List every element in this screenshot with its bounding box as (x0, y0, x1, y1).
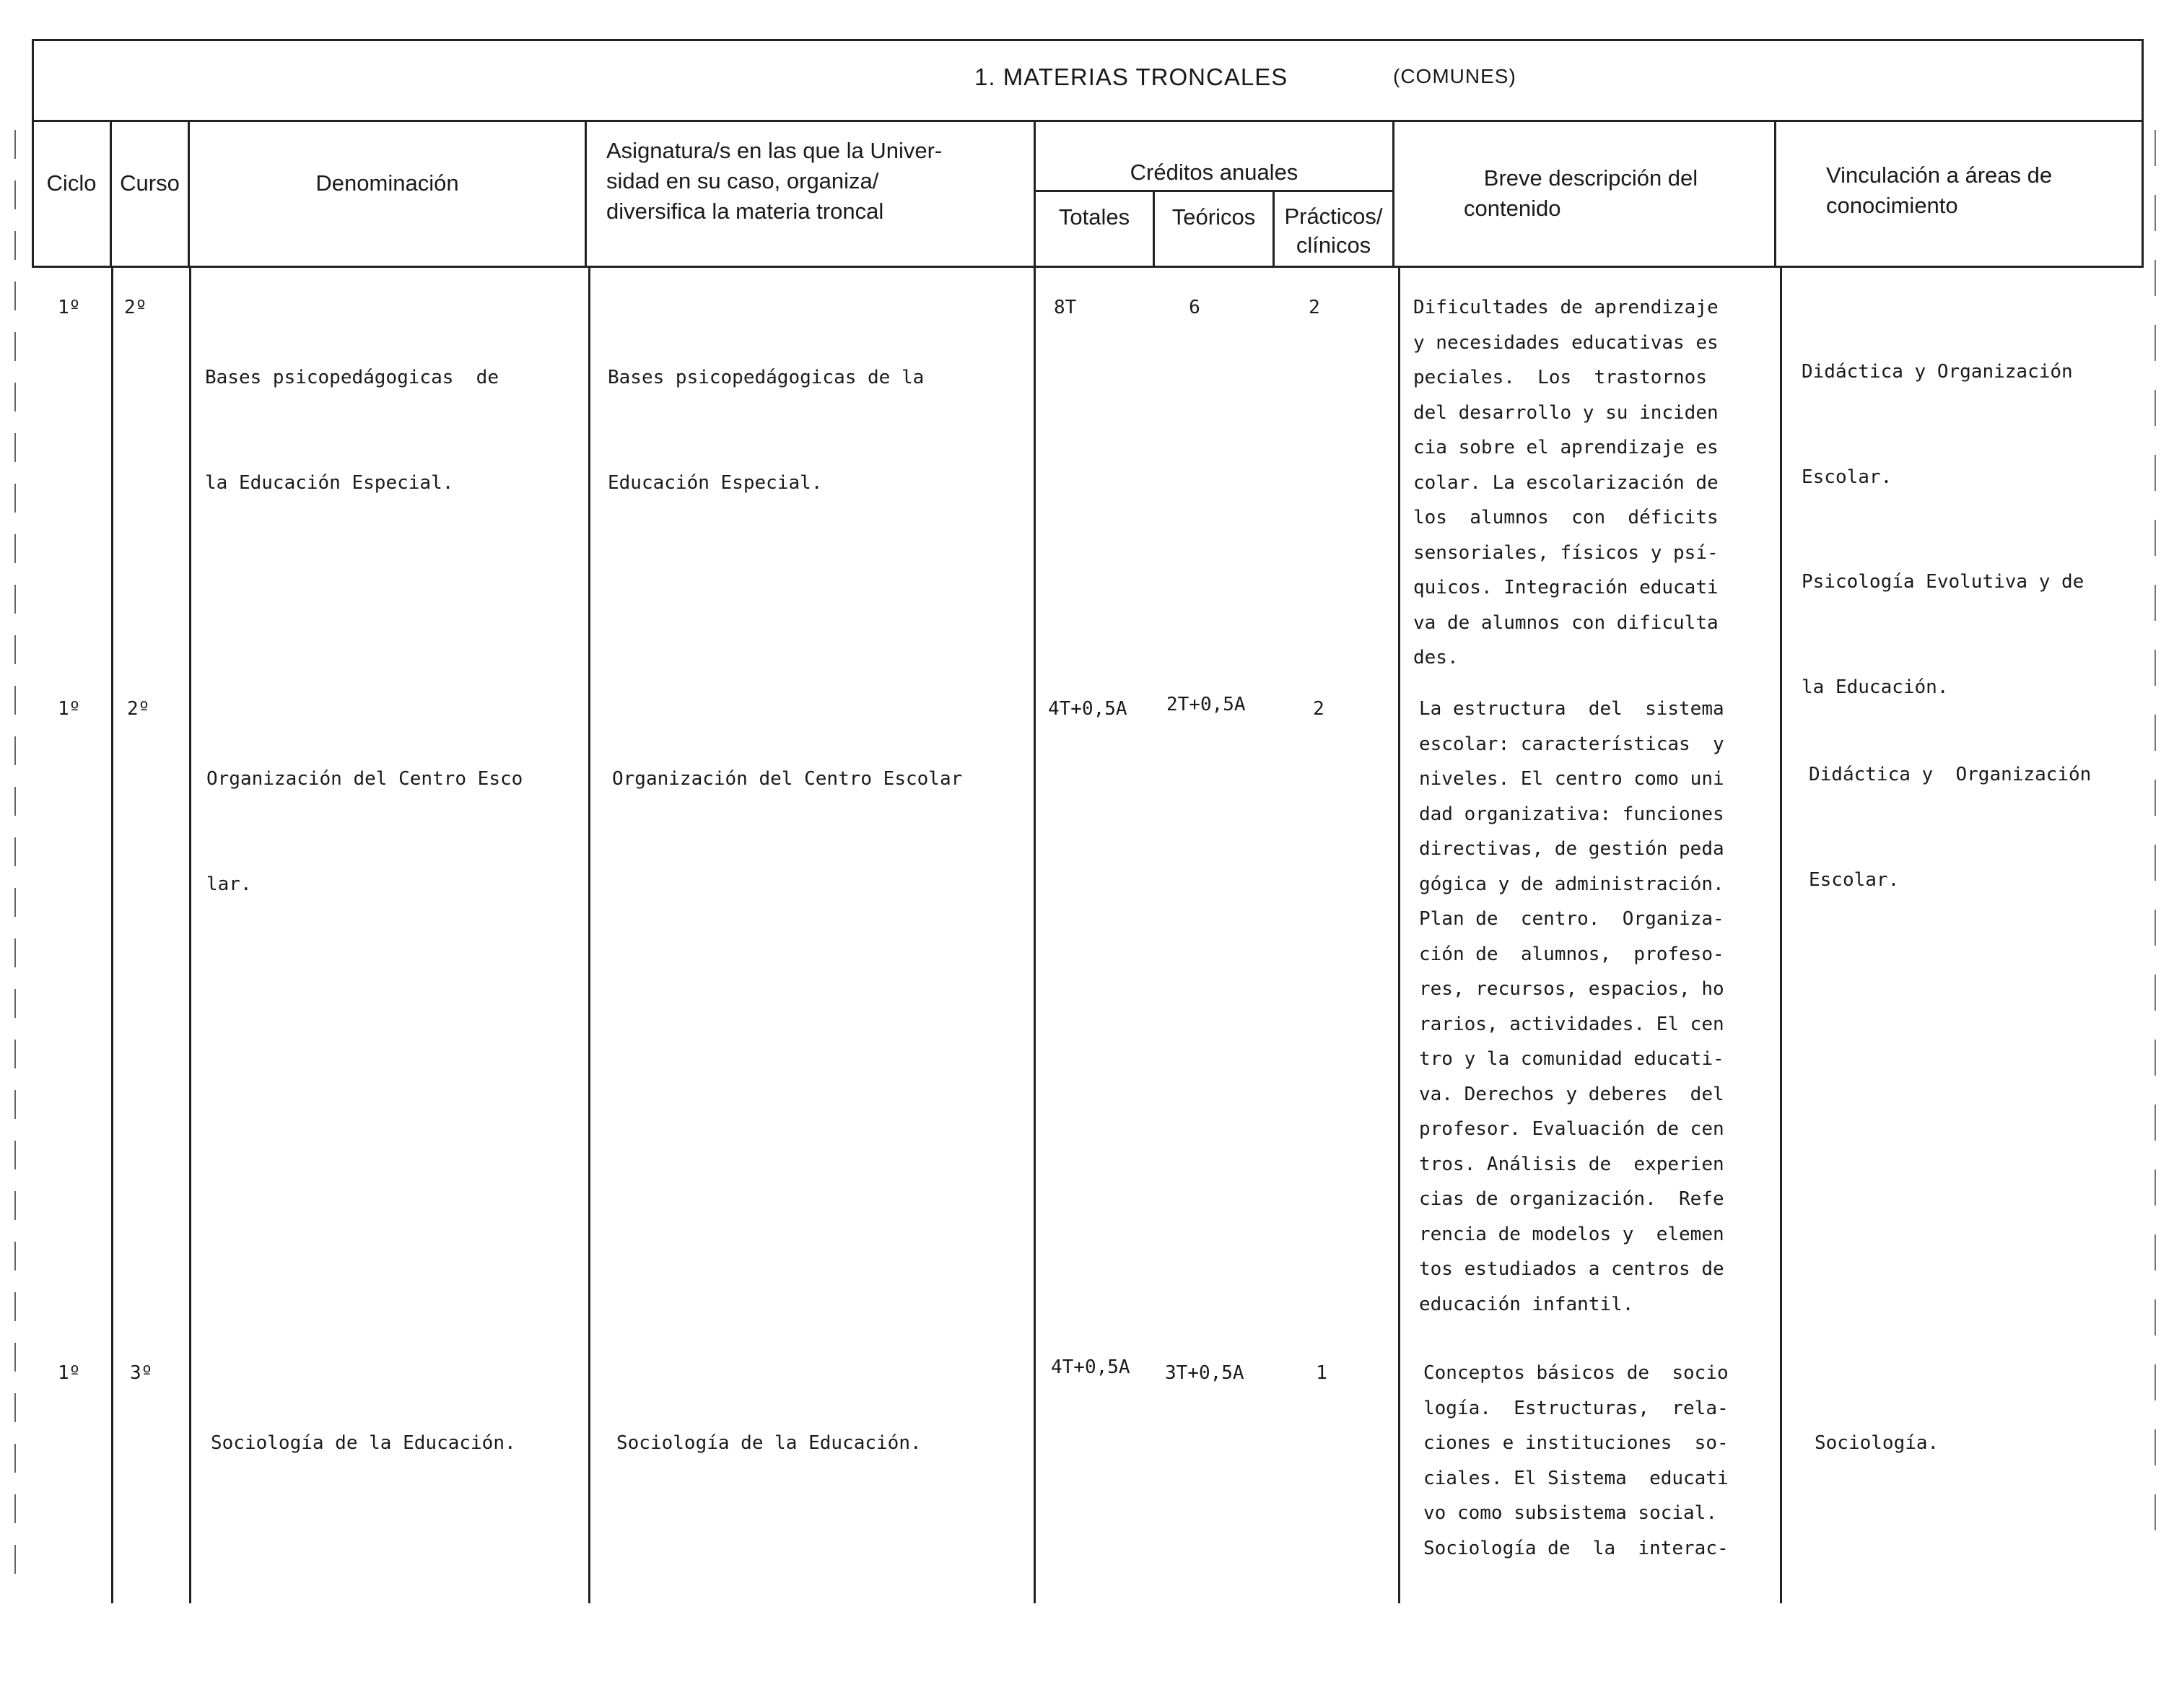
row1-teoricos: 6 (1189, 297, 1200, 318)
row3-asignatura (616, 1356, 922, 1531)
row1-desc-line-3: peciales. Los trastornos (1413, 367, 1707, 388)
row1-vinc-line-4: la Educación. (1802, 676, 1949, 698)
rule-below-title (32, 120, 2144, 122)
page-title: 1. MATERIAS TRONCALES (974, 64, 1288, 90)
row2-desc-line-17: tos estudiados a centros de (1419, 1258, 1724, 1280)
row2-asignatura (612, 692, 962, 867)
header-asignatura (606, 136, 1032, 227)
row1-desc-line-9: quicos. Integración educati (1413, 577, 1719, 598)
row1-desc-line-10: va de alumnos con dificulta (1413, 611, 1719, 634)
row1-denominacion (205, 290, 499, 570)
row2-desc-line-10: rarios, actividades. El cen (1419, 1013, 1724, 1035)
row1-desc-line-7: los alumnos con déficits (1413, 507, 1719, 528)
row2-practicos: 2 (1313, 698, 1324, 720)
row2-desc-line-2: escolar: características y (1419, 733, 1724, 755)
page-subtitle: (COMUNES) (1393, 65, 1516, 87)
row3-desc-line-4: ciales. El Sistema educati (1423, 1467, 1729, 1489)
row2-totales: 4T+0,5A (1048, 698, 1127, 720)
header-asignatura-line-3: diversifica la materia troncal (606, 199, 884, 224)
row3-practicos: 1 (1316, 1362, 1327, 1384)
row2-denominacion-line-2: lar. (206, 873, 252, 895)
header-creditos: Créditos anuales (1130, 160, 1298, 185)
body-col-border-asignatura (588, 268, 590, 1603)
row2-denominacion-line-1: Organización del Centro Esco (206, 768, 523, 790)
row3-totales: 4T+0,5A (1051, 1356, 1130, 1378)
row2-desc-line-14: tros. Análisis de experien (1419, 1153, 1724, 1175)
row3-vinculacion (1815, 1356, 1939, 1531)
row1-vinc-line-2: Escolar. (1802, 466, 1893, 488)
row3-desc-line-6: Sociología de la interac- (1423, 1537, 1729, 1559)
row2-asignatura-line-1: Organización del Centro Escolar (612, 768, 963, 790)
header-asignatura-line-2: sidad en su caso, organiza/ (606, 168, 879, 193)
row1-desc-line-5: cia sobre el aprendizaje es (1413, 437, 1719, 458)
row2-vinc-line-1: Didáctica y Organización (1809, 764, 2092, 785)
row3-vinc-line-1: Sociología. (1815, 1432, 1939, 1454)
header-asignatura-line-1: Asignatura/s en las que la Univer- (606, 138, 943, 163)
row2-desc-line-11: tro y la comunidad educati- (1419, 1048, 1724, 1070)
row2-ciclo: 1º (58, 698, 81, 720)
row3-teoricos: 3T+0,5A (1165, 1362, 1244, 1384)
row3-asignatura-line-1: Sociología de la Educación. (616, 1432, 922, 1454)
scan-edge-right (2155, 130, 2156, 1559)
rule-below-header (32, 266, 2144, 268)
hdr-col-border-7 (1392, 120, 1394, 268)
row1-curso: 2º (124, 297, 147, 318)
row1-desc-line-2: y necesidades educativas es (1413, 331, 1719, 354)
row1-asignatura (608, 290, 924, 570)
row2-desc-line-9: res, recursos, espacios, ho (1419, 978, 1724, 1000)
body-col-border-vinculacion (1780, 268, 1782, 1603)
body-col-border-curso (111, 268, 113, 1603)
row3-curso: 3º (130, 1362, 153, 1384)
row3-descripcion (1423, 1356, 1729, 1566)
rule-creditos (1034, 190, 1392, 192)
header-teoricos: Teóricos (1171, 204, 1256, 230)
body-col-border-totales (1034, 268, 1036, 1603)
row1-practicos: 2 (1309, 297, 1320, 318)
row1-asignatura-line-2: Educación Especial. (608, 471, 823, 494)
header-practicos (1275, 202, 1392, 260)
header-vinculacion-line-2: conocimiento (1826, 193, 1958, 218)
row1-denominacion-line-1: Bases psicopedágogicas de (205, 367, 499, 388)
hdr-col-border-4 (1034, 120, 1036, 268)
header-totales: Totales (1058, 204, 1130, 230)
header-descripcion (1464, 163, 1767, 224)
header-descripcion-line-2: contenido (1464, 196, 1561, 221)
row2-desc-line-13: profesor. Evaluación de cen (1419, 1118, 1724, 1140)
row2-vinc-line-2: Escolar. (1809, 868, 1900, 891)
header-denominacion: Denominación (315, 170, 459, 196)
row1-vinc-line-3: Psicología Evolutiva y de (1802, 571, 2084, 593)
row2-desc-line-7: Plan de centro. Organiza- (1419, 908, 1724, 930)
header-practicos-line-1: Prácticos/ (1284, 204, 1383, 229)
header-curso: Curso (120, 170, 180, 196)
row1-desc-line-4: del desarrollo y su inciden (1413, 401, 1719, 424)
hdr-col-border-8 (1774, 120, 1776, 268)
row1-desc-line-6: colar. La escolarización de (1413, 471, 1719, 494)
row2-vinculacion (1809, 687, 2091, 967)
row1-asignatura-line-1: Bases psicopedágogicas de la (608, 367, 925, 388)
row2-desc-line-1: La estructura del sistema (1419, 698, 1724, 720)
row2-denominacion (206, 692, 523, 972)
row2-desc-line-5: directivas, de gestión peda (1419, 838, 1724, 860)
row3-denominacion-line-1: Sociología de la Educación. (211, 1432, 516, 1454)
row1-ciclo: 1º (58, 297, 81, 318)
body-col-border-denominacion (189, 268, 191, 1603)
row1-desc-line-8: sensoriales, físicos y psí- (1413, 541, 1719, 564)
row1-denominacion-line-2: la Educación Especial. (205, 471, 454, 494)
row2-teoricos: 2T+0,5A (1166, 694, 1246, 715)
row3-desc-line-5: vo como subsistema social. (1423, 1502, 1717, 1524)
row2-descripcion (1419, 692, 1724, 1322)
row2-curso: 2º (127, 698, 150, 720)
row2-desc-line-18: educación infantil. (1419, 1293, 1634, 1315)
row1-totales: 8T (1054, 297, 1077, 318)
row1-vinc-line-1: Didáctica y Organización (1802, 361, 2073, 383)
row1-desc-line-11: des. (1413, 647, 1459, 668)
scan-edge-left (14, 130, 16, 1574)
row3-desc-line-2: logía. Estructuras, rela- (1423, 1397, 1729, 1419)
body-col-border-descripcion (1398, 268, 1400, 1603)
header-practicos-line-2: clínicos (1296, 232, 1371, 258)
header-descripcion-line-1: Breve descripción del (1483, 165, 1698, 191)
row2-desc-line-15: cias de organización. Refe (1419, 1188, 1724, 1210)
row2-desc-line-4: dad organizativa: funciones (1419, 803, 1724, 825)
hdr-col-border-9 (2142, 120, 2144, 268)
header-vinculacion (1826, 160, 2136, 221)
row2-desc-line-6: gógica y de administración. (1419, 873, 1724, 895)
row2-desc-line-8: ción de alumnos, profeso- (1419, 943, 1724, 965)
row2-desc-line-3: niveles. El centro como uni (1419, 768, 1724, 790)
row2-desc-line-16: rencia de modelos y elemen (1419, 1223, 1724, 1245)
row3-ciclo: 1º (58, 1362, 81, 1384)
header-ciclo: Ciclo (46, 170, 97, 196)
hdr-col-border-3 (585, 120, 587, 268)
row2-desc-line-12: va. Derechos y deberes del (1419, 1083, 1724, 1105)
row1-descripcion (1413, 290, 1719, 676)
header-vinculacion-line-1: Vinculación a áreas de (1826, 162, 2053, 188)
row3-denominacion (211, 1356, 516, 1531)
row3-desc-line-1: Conceptos básicos de socio (1423, 1362, 1729, 1384)
row1-desc-line-1: Dificultades de aprendizaje (1413, 297, 1719, 318)
row3-desc-line-3: ciones e instituciones so- (1423, 1432, 1729, 1454)
